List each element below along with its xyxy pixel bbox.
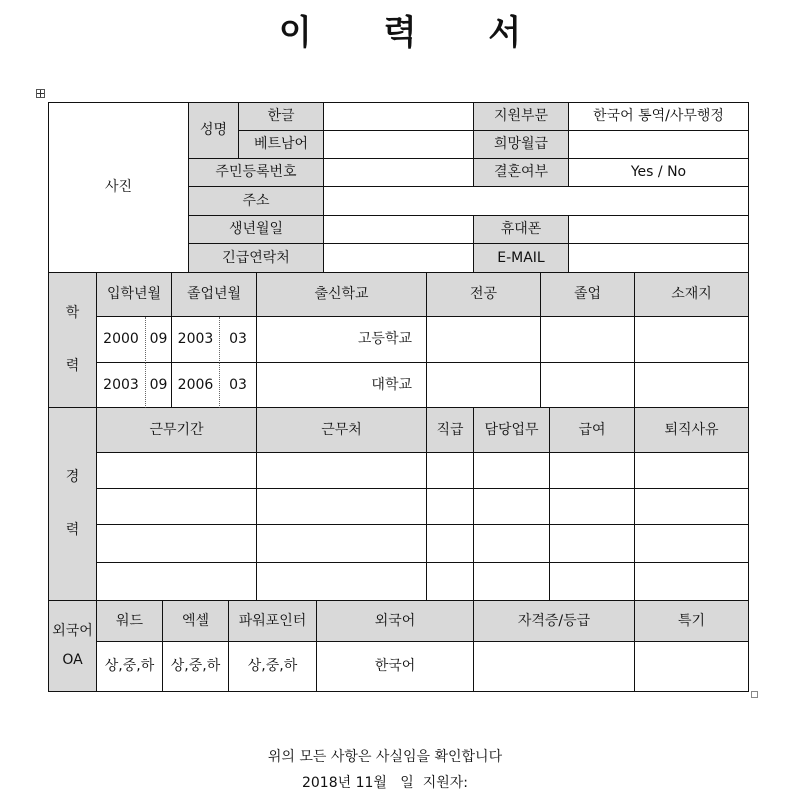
career-row4-duty[interactable] — [474, 563, 550, 601]
skills-header-specialty: 특기 — [635, 601, 749, 642]
career-row1-salary[interactable] — [550, 453, 635, 489]
date-signature-line: 2018년 11월 일 지원자: — [301, 775, 468, 791]
career-row3-position[interactable] — [427, 525, 474, 563]
edu-row2-out-month[interactable]: 03 — [219, 363, 257, 408]
name-vietnamese-label: 베트남어 — [239, 131, 324, 159]
edu-header-major: 전공 — [427, 273, 541, 317]
career-row1-duty[interactable] — [474, 453, 550, 489]
edu-row1-out-year[interactable]: 2003 — [172, 317, 219, 363]
career-row2-workplace[interactable] — [257, 489, 427, 525]
skills-certificate-value[interactable] — [474, 642, 635, 692]
career-header-position: 직급 — [427, 408, 474, 453]
skills-header-powerpoint: 파워포인터 — [229, 601, 317, 642]
career-header-duty: 담당업무 — [474, 408, 550, 453]
edu-header-graduation: 졸업년월 — [172, 273, 257, 317]
email-label: E-MAIL — [474, 244, 569, 273]
career-row1-reason[interactable] — [635, 453, 749, 489]
edu-row1-major[interactable] — [427, 317, 541, 363]
name-vietnamese-field[interactable] — [324, 131, 474, 159]
edu-row2-major[interactable] — [427, 363, 541, 408]
marriage-label: 결혼여부 — [474, 159, 569, 187]
edu-row2-in-year[interactable]: 2003 — [97, 363, 145, 408]
career-row4-reason[interactable] — [635, 563, 749, 601]
education-section-char-2: 력 — [65, 358, 80, 374]
education-section-label — [49, 273, 97, 408]
marriage-value[interactable]: Yes / No — [569, 159, 749, 187]
edu-row2-out-year[interactable]: 2006 — [172, 363, 219, 408]
career-row2-period[interactable] — [97, 489, 257, 525]
career-row4-period[interactable] — [97, 563, 257, 601]
career-row3-duty[interactable] — [474, 525, 550, 563]
edu-row2-in-month[interactable]: 09 — [145, 363, 172, 408]
mobile-label: 휴대폰 — [474, 216, 569, 244]
career-header-reason: 퇴직사유 — [635, 408, 749, 453]
career-row4-workplace[interactable] — [257, 563, 427, 601]
career-row3-reason[interactable] — [635, 525, 749, 563]
document-title: 이 력 서 — [278, 13, 552, 53]
skills-header-excel: 엑셀 — [163, 601, 229, 642]
career-row3-period[interactable] — [97, 525, 257, 563]
address-field[interactable] — [324, 187, 749, 216]
career-section-label — [49, 408, 97, 601]
resident-no-label: 주민등록번호 — [189, 159, 324, 187]
career-header-workplace: 근무처 — [257, 408, 427, 453]
edu-header-location: 소재지 — [635, 273, 749, 317]
career-row2-position[interactable] — [427, 489, 474, 525]
skills-section-label — [49, 601, 97, 692]
skills-header-foreign: 외국어 — [317, 601, 474, 642]
skills-powerpoint-value[interactable]: 상,중,하 — [229, 642, 317, 692]
skills-section-line-1: 외국어 — [52, 623, 93, 640]
photo-cell[interactable]: 사진 — [49, 103, 189, 273]
career-row1-workplace[interactable] — [257, 453, 427, 489]
skills-section-line-2: OA — [62, 652, 83, 668]
career-header-period: 근무기간 — [97, 408, 257, 453]
career-row3-workplace[interactable] — [257, 525, 427, 563]
career-row1-period[interactable] — [97, 453, 257, 489]
career-row1-position[interactable] — [427, 453, 474, 489]
table-move-handle-icon[interactable] — [36, 89, 45, 98]
edu-row1-location[interactable] — [635, 317, 749, 363]
career-row2-duty[interactable] — [474, 489, 550, 525]
applied-division-value[interactable]: 한국어 통역/사무행정 — [569, 103, 749, 131]
mobile-field[interactable] — [569, 216, 749, 244]
address-label: 주소 — [189, 187, 324, 216]
emergency-label: 긴급연락처 — [189, 244, 324, 273]
skills-foreign-value[interactable]: 한국어 — [317, 642, 474, 692]
edu-row1-graduate[interactable] — [541, 317, 635, 363]
edu-header-graduate: 졸업 — [541, 273, 635, 317]
skills-header-word: 워드 — [97, 601, 163, 642]
applied-division-label: 지원부문 — [474, 103, 569, 131]
desired-salary-field[interactable] — [569, 131, 749, 159]
edu-row2-school[interactable]: 대학교 — [257, 363, 427, 408]
edu-row1-in-year[interactable]: 2000 — [97, 317, 145, 363]
edu-row2-graduate[interactable] — [541, 363, 635, 408]
career-row4-salary[interactable] — [550, 563, 635, 601]
career-section-char-2: 력 — [65, 522, 80, 538]
resume-form — [48, 102, 749, 692]
edu-row1-in-month[interactable]: 09 — [145, 317, 172, 363]
edu-header-admission: 입학년월 — [97, 273, 172, 317]
career-row2-reason[interactable] — [635, 489, 749, 525]
birth-field[interactable] — [324, 216, 474, 244]
career-header-salary: 급여 — [550, 408, 635, 453]
career-row4-position[interactable] — [427, 563, 474, 601]
skills-word-value[interactable]: 상,중,하 — [97, 642, 163, 692]
career-row3-salary[interactable] — [550, 525, 635, 563]
skills-specialty-value[interactable] — [635, 642, 749, 692]
education-section-char-1: 학 — [65, 305, 80, 322]
career-row2-salary[interactable] — [550, 489, 635, 525]
confirm-statement: 위의 모든 사항은 사실임을 확인합니다 — [267, 749, 503, 765]
edu-header-school: 출신학교 — [257, 273, 427, 317]
email-field[interactable] — [569, 244, 749, 273]
birth-label: 생년월일 — [189, 216, 324, 244]
career-section-char-1: 경 — [65, 469, 80, 486]
edu-row1-school[interactable]: 고등학교 — [257, 317, 427, 363]
name-korean-label: 한글 — [239, 103, 324, 131]
emergency-field[interactable] — [324, 244, 474, 273]
name-korean-field[interactable] — [324, 103, 474, 131]
desired-salary-label: 희망월급 — [474, 131, 569, 159]
resident-no-field[interactable] — [324, 159, 474, 187]
edu-row2-location[interactable] — [635, 363, 749, 408]
table-resize-handle-icon[interactable] — [751, 691, 758, 698]
edu-row1-out-month[interactable]: 03 — [219, 317, 257, 363]
name-label: 성명 — [189, 103, 239, 159]
skills-header-certificate: 자격증/등급 — [474, 601, 635, 642]
skills-excel-value[interactable]: 상,중,하 — [163, 642, 229, 692]
